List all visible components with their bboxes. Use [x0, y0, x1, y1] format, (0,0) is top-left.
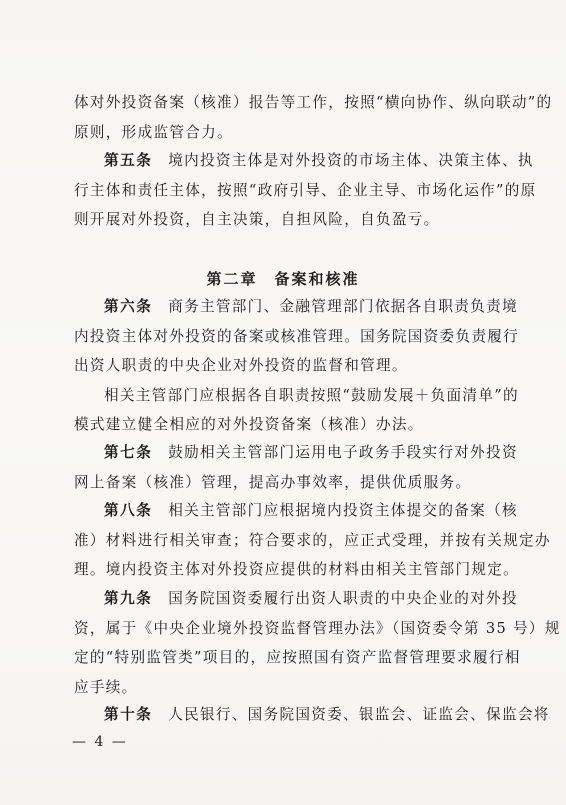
article-6	[74, 292, 520, 440]
text-line: 定的“特别监管类”项目的，应按照国有资产监督管理要求履行相	[74, 649, 521, 666]
text-line-body: 商务主管部门、金融管理部门依据各自职责负责境	[168, 298, 518, 315]
article-heading: 第十条	[104, 706, 153, 723]
article-10	[74, 700, 550, 730]
page-number: — 4 —	[72, 734, 128, 750]
text-line	[74, 700, 550, 730]
text-line	[74, 292, 518, 322]
article-heading: 第九条	[104, 590, 153, 607]
article-heading: 第五条	[104, 152, 153, 169]
text-line: 资，属于《中央企业境外投资监督管理办法》（国资委令第 35 号）规	[74, 619, 561, 637]
article-heading: 第六条	[104, 298, 153, 315]
article-heading: 第七条	[104, 444, 153, 461]
text-line: 理。境内投资主体对外投资应提供的材料由相关主管部门规定。	[74, 561, 520, 578]
text-line: 则开展对外投资，自主决策，自担风险，自负盈亏。	[74, 211, 440, 228]
article-5	[74, 146, 537, 235]
article-8	[74, 496, 551, 585]
article-7	[74, 438, 518, 497]
text-line: 内投资主体对外投资的备案或核准管理。国务院国资委负责履行	[74, 327, 520, 345]
text-line: 相关主管部门应根据各自职责按照“鼓励发展＋负面清单”的	[104, 386, 519, 404]
article-heading: 第八条	[104, 502, 153, 519]
text-line: 模式建立健全相应的对外投资备案（核准）办法。	[74, 416, 424, 433]
text-line-body: 鼓励相关主管部门运用电子政务手段实行对外投资	[168, 444, 518, 461]
article-9	[74, 584, 561, 702]
text-line: 网上备案（核准）管理，提高办事效率，提供优质服务。	[74, 473, 472, 491]
text-line-body: 相关主管部门应根据境内投资主体提交的备案（核	[168, 502, 518, 519]
text-line: 应手续。	[74, 678, 138, 696]
text-line	[74, 146, 534, 176]
text-line	[74, 584, 518, 614]
text-line-body: 境内投资主体是对外投资的市场主体、决策主体、执	[168, 152, 534, 169]
text-line	[74, 496, 518, 526]
text-line	[74, 438, 518, 468]
text-line: 准）材料进行相关审查；符合要求的，应正式受理，并按有关规定办	[74, 531, 551, 549]
chapter-title: 第二章 备案和核准	[206, 270, 360, 288]
text-line-body: 人民银行、国务院国资委、银监会、证监会、保监会将	[168, 706, 550, 723]
text-line: 行主体和责任主体，按照“政府引导、企业主导、市场化运作”的原	[74, 181, 537, 199]
text-line: 原则，形成监管合力。	[74, 123, 233, 141]
continuation-paragraph	[74, 88, 553, 147]
text-line-body: 国务院国资委履行出资人职责的中央企业的对外投	[168, 590, 518, 607]
text-line: 出资人职责的中央企业对外投资的监督和管理。	[74, 357, 408, 374]
text-line: 体对外投资备案（核准）报告等工作，按照“横向协作、纵向联动”的	[74, 94, 553, 111]
